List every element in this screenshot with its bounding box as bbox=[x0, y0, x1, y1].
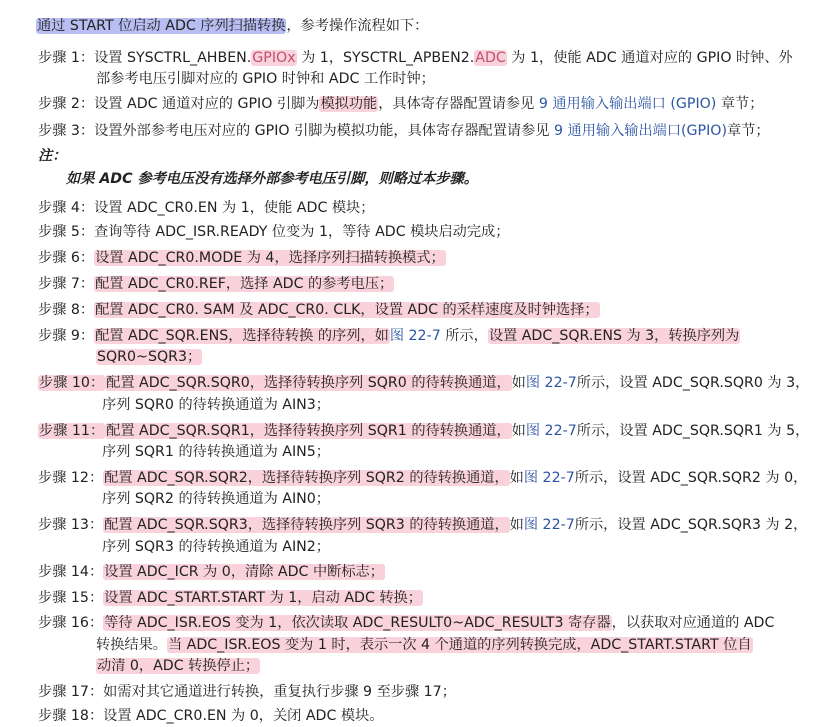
step-text: ，以获取对应通道的 ADC bbox=[611, 615, 775, 631]
step-17 bbox=[38, 682, 456, 702]
step-16-cont bbox=[96, 635, 753, 655]
step-text: 所示， bbox=[440, 328, 488, 344]
step-text: 所示，设置 ADC_SQR.SQR0 为 3， bbox=[576, 375, 810, 391]
step-text: 如 bbox=[509, 517, 524, 533]
step-2 bbox=[38, 94, 763, 114]
step-label: 步骤 1： bbox=[38, 50, 95, 66]
step-1 bbox=[38, 48, 793, 68]
step-label: 步骤 6： bbox=[38, 250, 95, 266]
step-label: 步骤 16： bbox=[38, 615, 104, 631]
step-7 bbox=[38, 274, 394, 294]
step-label: 步骤 14： bbox=[38, 564, 104, 580]
step-text: 等待 ADC_ISR.EOS 变为 1，依次读取 ADC_RESULT0~ADC_RESULT3 寄存器 bbox=[104, 615, 611, 631]
step-10 bbox=[38, 373, 809, 393]
gpio-chapter-link[interactable]: 9 通用输入输出端口(GPIO) bbox=[553, 123, 727, 139]
step-18 bbox=[38, 706, 383, 726]
step-text: 配置 ADC_SQR.SQR3，选择待转换序列 SQR3 的待转换通道， bbox=[104, 517, 509, 533]
step-16 bbox=[38, 613, 774, 633]
intro-text: ，参考操作流程如下： bbox=[286, 18, 429, 34]
step-text: 配置 ADC_CR0.REF，选择 ADC 的参考电压； bbox=[95, 276, 394, 292]
step-label: 步骤 18： bbox=[38, 708, 104, 724]
figure-22-7-link[interactable]: 图 22-7 bbox=[525, 423, 577, 439]
step-text: SQR0~SQR3； bbox=[97, 349, 202, 365]
intro-highlight: 通过 START 位启动 ADC 序列扫描转换 bbox=[37, 18, 286, 34]
step-label: 步骤 10： bbox=[39, 375, 105, 391]
step-text: 设置 ADC 通道对应的 GPIO 引脚为 bbox=[94, 96, 320, 112]
step-text: 配置 ADC_SQR.SQR0，选择待转换序列 SQR0 的待转换通道， bbox=[106, 375, 511, 391]
step-8 bbox=[38, 300, 600, 320]
step-13-cont: 序列 SQR3 的待转换通道为 AIN2； bbox=[102, 539, 330, 555]
figure-22-7-link[interactable]: 图 22-7 bbox=[389, 328, 441, 344]
highlight-adc: ADC bbox=[475, 50, 506, 66]
intro-line bbox=[36, 16, 428, 36]
step-text: 配置 ADC_SQR.SQR1，选择待转换序列 SQR1 的待转换通道， bbox=[106, 423, 511, 439]
step-label: 步骤 17： bbox=[38, 684, 104, 700]
gpio-chapter-link[interactable]: 9 通用输入输出端口 (GPIO) bbox=[538, 96, 717, 112]
step-text: 如 bbox=[509, 470, 524, 486]
step-label: 步骤 9： bbox=[38, 328, 95, 344]
step-3 bbox=[38, 121, 770, 141]
step-text: 设置 ADC_START.START 为 1，启动 ADC 转换； bbox=[104, 590, 422, 606]
figure-22-7-link[interactable]: 图 22-7 bbox=[523, 517, 575, 533]
step-11-cont: 序列 SQR1 的待转换通道为 AIN5； bbox=[102, 444, 330, 460]
step-text: 章节； bbox=[727, 123, 770, 139]
step-label: 步骤 8： bbox=[38, 302, 95, 318]
step-9 bbox=[38, 326, 740, 346]
highlight-gpiox: GPIOx bbox=[252, 50, 296, 66]
step-text: 查询等待 ADC_ISR.READY 位变为 1，等待 ADC 模块启动完成； bbox=[94, 224, 510, 240]
step-label: 步骤 4： bbox=[38, 200, 95, 216]
step-text: 所示，设置 ADC_SQR.SQR3 为 2， bbox=[574, 517, 808, 533]
step-text: 设置 ADC_SQR.ENS 为 3，转换序列为 bbox=[488, 328, 740, 344]
step-label: 步骤 3： bbox=[38, 123, 95, 139]
step-6 bbox=[38, 248, 446, 268]
step-text: 设置 ADC_ICR 为 0，清除 ADC 中断标志； bbox=[104, 564, 384, 580]
step-text: 配置 ADC_SQR.SQR2，选择待转换序列 SQR2 的待转换通道， bbox=[104, 470, 509, 486]
step-text: 转换结果。 bbox=[96, 637, 167, 653]
step-10-cont: 序列 SQR0 的待转换通道为 AIN3； bbox=[102, 397, 330, 413]
step-text: 设置 ADC_CR0.MODE 为 4，选择序列扫描转换模式； bbox=[95, 250, 445, 266]
step-label: 步骤 13： bbox=[38, 517, 104, 533]
note-label: 注： bbox=[38, 148, 67, 164]
step-text: 当 ADC_ISR.EOS 变为 1 时，表示一次 4 个通道的序列转换完成，ADC_START.START 位自 bbox=[167, 637, 752, 653]
step-15 bbox=[38, 588, 423, 608]
step-text: 如 bbox=[511, 423, 526, 439]
step-4 bbox=[38, 198, 374, 218]
step-label: 步骤 12： bbox=[38, 470, 104, 486]
step-text: 为 1，使能 ADC 通道对应的 GPIO 时钟、外 bbox=[506, 50, 793, 66]
step-9-cont bbox=[96, 347, 202, 367]
step-text: 设置外部参考电压对应的 GPIO 引脚为模拟功能，具体寄存器配置请参见 bbox=[94, 123, 554, 139]
figure-22-7-link[interactable]: 图 22-7 bbox=[523, 470, 575, 486]
step-text: 设置 ADC_CR0.EN 为 0，关闭 ADC 模块。 bbox=[103, 708, 384, 724]
step-label: 步骤 2： bbox=[38, 96, 95, 112]
step-label: 步骤 15： bbox=[38, 590, 104, 606]
figure-22-7-link[interactable]: 图 22-7 bbox=[525, 375, 577, 391]
note-text: 如果 ADC 参考电压没有选择外部参考电压引脚，则略过本步骤。 bbox=[66, 171, 478, 187]
highlight-analog: 模拟功能 bbox=[320, 96, 378, 112]
step-label: 步骤 5： bbox=[38, 224, 95, 240]
step-label: 步骤 7： bbox=[38, 276, 95, 292]
step-text: 所示，设置 ADC_SQR.SQR2 为 0， bbox=[574, 470, 808, 486]
step-text: ，具体寄存器配置请参见 bbox=[378, 96, 539, 112]
step-text: 配置 ADC_SQR.ENS，选择待转换 的序列，如 bbox=[95, 328, 389, 344]
step-text: 配置 ADC_CR0. SAM 及 ADC_CR0. CLK，设置 ADC 的采样速度及时钟选择； bbox=[95, 302, 599, 318]
step-text: 所示，设置 ADC_SQR.SQR1 为 5， bbox=[576, 423, 810, 439]
step-text: 设置 ADC_CR0.EN 为 1，使能 ADC 模块； bbox=[94, 200, 375, 216]
step-text: 为 1，SYSCTRL_APBEN2. bbox=[296, 50, 475, 66]
step-11 bbox=[38, 421, 809, 441]
step-12 bbox=[38, 468, 807, 488]
step-text: 设置 SYSCTRL_AHBEN. bbox=[94, 50, 252, 66]
step-12-cont: 序列 SQR2 的待转换通道为 AIN0； bbox=[102, 491, 330, 507]
step-text: 章节； bbox=[716, 96, 764, 112]
step-text: 如需对其它通道进行转换，重复执行步骤 9 至步骤 17； bbox=[103, 684, 456, 700]
step-13 bbox=[38, 515, 807, 535]
step-label: 步骤 11： bbox=[39, 423, 105, 439]
step-14 bbox=[38, 562, 385, 582]
step-1-cont: 部参考电压引脚对应的 GPIO 时钟和 ADC 工作时钟； bbox=[96, 71, 435, 87]
step-text: 如 bbox=[511, 375, 526, 391]
step-16-cont2 bbox=[96, 656, 260, 676]
step-text: 动清 0，ADC 转换停止； bbox=[97, 658, 260, 674]
step-5 bbox=[38, 222, 509, 242]
